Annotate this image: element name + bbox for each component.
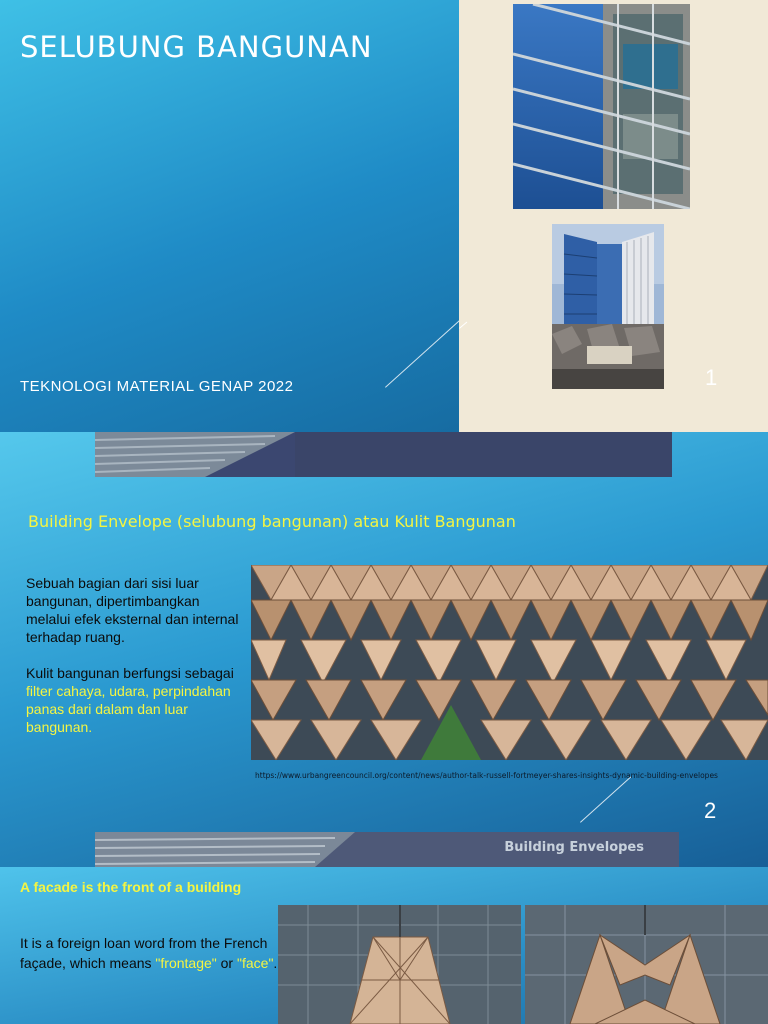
slide-1-title: SELUBUNG BANGUNAN — [20, 30, 373, 64]
banner-label: Building Envelopes — [504, 840, 644, 855]
quote-mark: " — [236, 955, 242, 971]
slide-1 — [0, 0, 768, 432]
body-text: It is a foreign loan word from the French façade, which means — [20, 935, 268, 971]
paragraph — [26, 664, 246, 736]
quote-mark: " — [211, 955, 217, 971]
slide-3-body — [20, 933, 280, 973]
body-text: . — [273, 955, 278, 971]
source-url[interactable]: https://www.urbangreencouncil.org/content/news/author-talk-russell-fortmeyer-shares-insights-dynamic-building-envelopes — [255, 771, 718, 780]
paragraph: Sebuah bagian dari sisi luar bangunan, dipertimbangkan melalui efek eksternal dan internal terhadap ruang. — [26, 575, 239, 645]
quote-mark: " — [268, 955, 274, 971]
slide-1-subtitle: TEKNOLOGI MATERIAL GENAP 2022 — [20, 378, 294, 395]
decorative-line — [459, 322, 467, 329]
facade-panel-open-photo — [525, 905, 768, 1024]
highlight-text: frontage — [160, 955, 212, 971]
facade-panel-closed-photo — [278, 905, 521, 1024]
slide-2-body — [26, 574, 246, 754]
paragraph-text: Kulit bangunan berfungsi sebagai — [26, 665, 234, 681]
slide-number: 1 — [705, 365, 718, 390]
building-envelopes-banner — [95, 832, 679, 867]
slide-2 — [0, 432, 768, 867]
slide-3-title: A facade is the front of a building — [20, 879, 242, 895]
slide-2-title: Building Envelope (selubung bangunan) atau Kulit Bangunan — [28, 512, 516, 531]
decorative-line — [385, 317, 463, 387]
image-panel — [459, 0, 768, 432]
highlight-text: filter cahaya, udara, perpindahan panas dari dalam dan luar bangunan. — [26, 683, 231, 735]
highlight-text: face — [241, 955, 269, 971]
connector-text: or — [216, 955, 237, 971]
tower-photo — [552, 224, 664, 389]
triangular-facade-photo — [251, 565, 768, 760]
slide-number: 2 — [704, 798, 717, 823]
quote-mark: " — [155, 955, 161, 971]
architecture-banner — [95, 432, 672, 477]
decorative-line — [580, 776, 631, 822]
glass-facade-photo — [513, 4, 690, 209]
slide-3 — [0, 867, 768, 1024]
